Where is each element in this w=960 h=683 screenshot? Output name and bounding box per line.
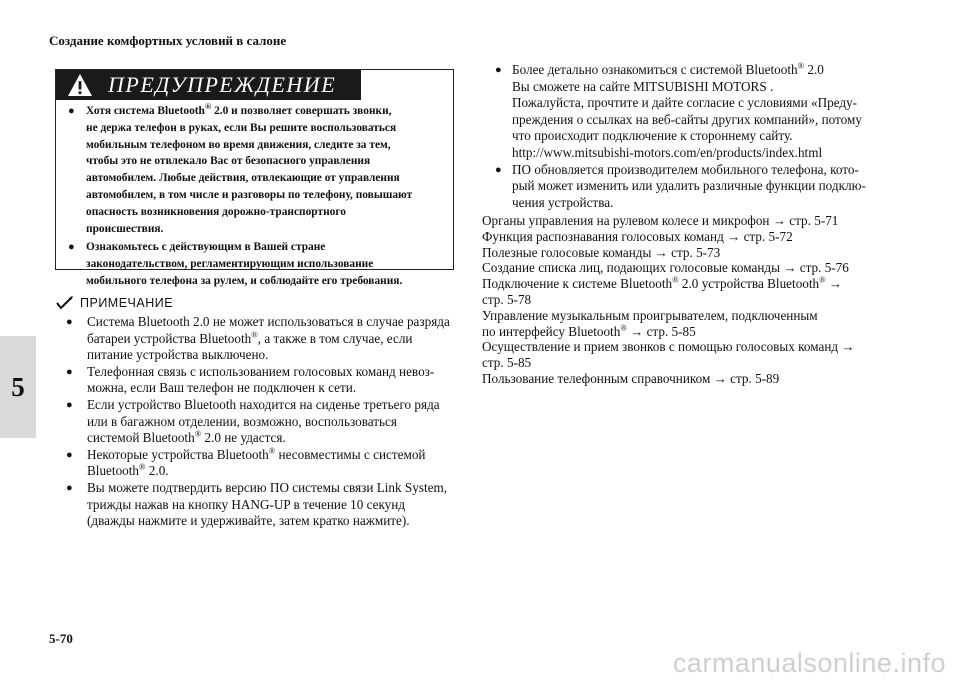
mitsubishi-url[interactable]: http://www.mitsubishi-motors.com/en/products/index.html <box>512 144 823 160</box>
note-title: ПРИМЕЧАНИЕ <box>80 296 174 310</box>
warning-line: мобильным телефоном во время движения, следите за тем, <box>86 138 391 151</box>
note-line: можна, если Ваш телефон не подключен к сети. <box>87 380 357 396</box>
note-line: (дважды нажмите и удерживайте, затем кратко нажмите). <box>87 513 410 529</box>
note-line: системой Bluetooth® 2.0 не удастся. <box>87 428 286 446</box>
chapter-tab[interactable] <box>0 336 36 438</box>
note-item <box>55 397 465 447</box>
info-line: Пожалуйста, прочтите и дайте согласие с условиями «Преду- <box>512 95 858 111</box>
bullet: ● <box>66 365 73 378</box>
warning-box <box>55 69 454 287</box>
bullet: ● <box>66 316 73 328</box>
warning-item <box>66 103 445 237</box>
warning-title: ПРЕДУПРЕЖДЕНИЕ <box>108 72 337 97</box>
warning-line: опасность возникновения дорожно-транспортного <box>86 205 346 218</box>
chapter-number: 5 <box>11 371 25 402</box>
warning-header <box>56 70 361 100</box>
warning-line: происшествия. <box>86 222 164 235</box>
note-item <box>55 364 465 397</box>
cross-references <box>482 213 922 387</box>
bullet: ● <box>495 64 502 76</box>
bullet: ● <box>66 481 73 494</box>
info-line: Более детально ознакомиться с системой Bluetooth® 2.0 <box>512 60 824 77</box>
info-line: что происходит подключение к стороннему сайту. <box>512 128 793 144</box>
info-line: чения устройства. <box>512 194 614 210</box>
bullet: ● <box>66 398 73 411</box>
right-bullets <box>482 62 922 211</box>
note-line: питание устройства выключено. <box>87 347 269 363</box>
note-line: батареи устройства Bluetooth®, а также в том случае, если <box>87 329 413 346</box>
bullet: ● <box>68 241 75 254</box>
ref-bluetooth-pairing-page[interactable]: стр. 5-78 <box>482 291 532 307</box>
ref-voice-commands[interactable]: Полезные голосовые команды → стр. 5-73 <box>482 244 721 260</box>
note-line: Если устройство Bluetooth находится на сиденье третьего ряда <box>87 396 440 412</box>
warning-body <box>66 103 445 292</box>
warning-line: автомобилем, в том числе и разговоры по телефону, повышают <box>86 188 413 201</box>
ref-voice-calls-page[interactable]: стр. 5-85 <box>482 355 532 371</box>
note-line: Телефонная связь с использованием голосовых команд невоз- <box>87 363 435 379</box>
warning-line: мобильного телефона за рулем, и соблюдайте его требования. <box>86 274 403 287</box>
ref-voice-recognition[interactable]: Функция распознавания голосовых команд → стр. 5-72 <box>482 228 793 244</box>
ref-bluetooth-pairing[interactable]: Подключение к системе Bluetooth® 2.0 устройства Bluetooth® → <box>482 274 843 292</box>
warning-line: автомобилем. Любые действия, отвлекающие от управления <box>86 172 400 185</box>
note-line: трижды нажав на кнопку HANG-UP в течение 10 секунд <box>87 496 406 512</box>
note-line: Bluetooth® 2.0. <box>87 461 169 479</box>
note-body <box>55 314 465 530</box>
note-line: Система Bluetooth 2.0 не может использоваться в случае разряда <box>87 314 450 329</box>
section-header: Создание комфортных условий в салоне <box>49 33 287 48</box>
ref-music-player[interactable]: Управление музыкальным проигрывателем, подключенным <box>482 307 818 323</box>
bullet: ● <box>68 105 75 117</box>
warning-triangle-icon <box>66 72 94 98</box>
watermark: carmanualsonline.info <box>672 648 946 678</box>
page-number: 5-70 <box>49 631 73 646</box>
bullet: ● <box>495 163 502 176</box>
warning-line: Ознакомьтесь с действующим в Вашей стране <box>86 241 326 254</box>
warning-line: законодательством, регламентирующим использование <box>86 258 374 271</box>
bullet: ● <box>66 448 73 461</box>
info-line: рый может изменить или удалить различные функции подклю- <box>512 178 866 194</box>
info-item <box>482 62 922 162</box>
note-item <box>55 314 465 364</box>
ref-steering-controls[interactable]: Органы управления на рулевом колесе и микрофон → стр. 5-71 <box>482 213 839 228</box>
note-line: или в багажном отделении, возможно, воспользоваться <box>87 413 397 429</box>
info-item <box>482 162 922 212</box>
note-item <box>55 480 465 530</box>
info-line: ПО обновляется производителем мобильного телефона, кото- <box>512 161 859 177</box>
ref-voice-calls[interactable]: Осуществление и прием звонков с помощью голосовых команд → <box>482 339 855 355</box>
warning-item <box>66 239 445 289</box>
info-line: преждения о ссылках на веб-сайты других компаний», потому <box>512 111 862 127</box>
ref-music-player-cont[interactable]: по интерфейсу Bluetooth® → стр. 5-85 <box>482 322 696 339</box>
warning-line: чтобы это не отвлекало Вас от безопасного управления <box>86 155 371 168</box>
note-header <box>55 295 173 311</box>
note-line: Некоторые устройства Bluetooth® несовместимы с системой <box>87 445 426 462</box>
warning-line: Хотя система Bluetooth® 2.0 и позволяет совершать звонки, <box>86 101 392 117</box>
warning-line: не держа телефон в руках, если Вы решите воспользоваться <box>86 121 397 134</box>
ref-phonebook[interactable]: Пользование телефонным справочником → стр. 5-89 <box>482 370 780 386</box>
ref-speaker-list[interactable]: Создание списка лиц, подающих голосовые команды → стр. 5-76 <box>482 260 849 276</box>
note-item <box>55 447 465 480</box>
note-line: Вы можете подтвердить версию ПО системы связи Link System, <box>87 479 448 495</box>
info-line: Вы сможете на сайте MITSUBISHI MOTORS . <box>512 78 774 94</box>
pencil-icon <box>55 295 75 311</box>
